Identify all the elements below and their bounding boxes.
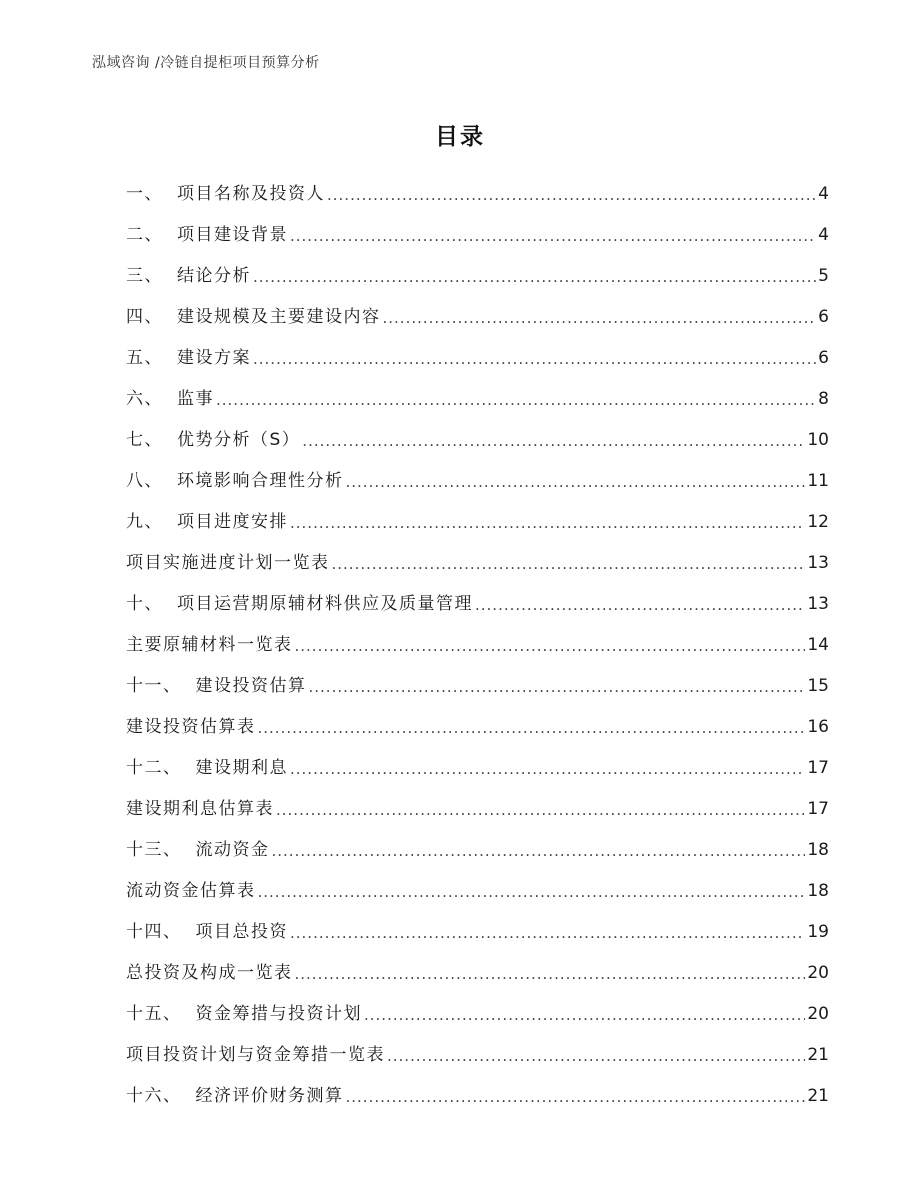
toc-entry-label (126, 1003, 362, 1025)
toc-page-number: 11 (807, 471, 829, 491)
page-title: 目录 (435, 124, 485, 150)
toc-leader-dots (387, 1046, 805, 1066)
toc-page-number: 20 (807, 963, 829, 983)
toc-entry-label (126, 962, 293, 984)
toc-page-number: 15 (807, 676, 829, 696)
toc-page-number: 19 (807, 922, 829, 942)
toc-entry-number: 九、 (126, 512, 163, 532)
toc-entry-title: 环境影响合理性分析 (177, 471, 344, 491)
toc-entry[interactable] (126, 332, 829, 373)
toc-entry-number: 十六、 (126, 1086, 182, 1106)
toc-entry-title: 建设期利息估算表 (126, 799, 274, 819)
toc-entry[interactable] (126, 373, 829, 414)
toc-entry[interactable] (126, 619, 829, 660)
toc-page-number: 17 (807, 758, 829, 778)
toc-entry-title: 项目建设背景 (177, 225, 288, 245)
toc-entry-title: 总投资及构成一览表 (126, 963, 293, 983)
toc-entry-label (126, 265, 251, 287)
toc-entry-number: 一、 (126, 184, 163, 204)
toc-leader-dots (290, 759, 805, 779)
toc-entry[interactable] (126, 824, 829, 865)
toc-entry-number: 四、 (126, 307, 163, 327)
toc-entry[interactable] (126, 209, 829, 250)
toc-leader-dots (309, 677, 806, 697)
toc-page-number: 13 (807, 553, 829, 573)
toc-entry-label (126, 388, 214, 410)
toc-entry[interactable] (126, 1029, 829, 1070)
toc-entry[interactable] (126, 947, 829, 988)
toc-page-number: 6 (818, 307, 829, 327)
toc-entry-title: 监事 (177, 389, 214, 409)
toc-page-number: 4 (818, 184, 829, 204)
toc-entry-title: 项目总投资 (195, 922, 288, 942)
toc-leader-dots (327, 185, 816, 205)
toc-entry[interactable] (126, 783, 829, 824)
toc-entry-title: 建设规模及主要建设内容 (177, 307, 381, 327)
toc-entry-title: 项目名称及投资人 (177, 184, 325, 204)
toc-entry-title: 项目实施进度计划一览表 (126, 553, 330, 573)
toc-page-number: 5 (818, 266, 829, 286)
toc-page-number: 14 (807, 635, 829, 655)
toc-entry-number: 十、 (126, 594, 163, 614)
toc-entry-label (126, 757, 288, 779)
toc-leader-dots (216, 390, 816, 410)
toc-entry-title: 建设投资估算 (195, 676, 307, 696)
toc-entry-label (126, 839, 270, 861)
toc-page-number: 18 (807, 881, 829, 901)
toc-entry[interactable] (126, 906, 829, 947)
toc-leader-dots (276, 800, 805, 820)
toc-entry-number: 六、 (126, 389, 163, 409)
toc-page-number: 10 (807, 430, 829, 450)
toc-leader-dots (253, 267, 816, 287)
page-header: 泓域咨询 /冷链自提柜项目预算分析 (92, 55, 320, 71)
toc-entry-number: 十一、 (126, 676, 182, 696)
toc-entry-number: 十二、 (126, 758, 182, 778)
toc-entry-number: 十五、 (126, 1004, 182, 1024)
toc-leader-dots (258, 882, 806, 902)
toc-entry-title: 项目运营期原辅材料供应及质量管理 (177, 594, 473, 614)
toc-entry-title: 项目进度安排 (177, 512, 288, 532)
toc-page-number: 21 (807, 1045, 829, 1065)
toc-entry-label (126, 675, 307, 697)
toc-entry[interactable] (126, 537, 829, 578)
toc-entry[interactable] (126, 701, 829, 742)
toc-entry-number: 三、 (126, 266, 163, 286)
toc-entry-label (126, 183, 325, 205)
toc-page-number: 13 (807, 594, 829, 614)
toc-page-number: 17 (807, 799, 829, 819)
toc-leader-dots (346, 1087, 806, 1107)
toc-entry-label (126, 634, 293, 656)
toc-entry-label (126, 470, 344, 492)
toc-page-number: 18 (807, 840, 829, 860)
toc-entry[interactable] (126, 168, 829, 209)
toc-leader-dots (295, 636, 806, 656)
toc-entry[interactable] (126, 250, 829, 291)
toc-page-number: 20 (807, 1004, 829, 1024)
toc-entry-label (126, 552, 330, 574)
toc-leader-dots (290, 923, 805, 943)
toc-leader-dots (383, 308, 817, 328)
toc-entry-label (126, 921, 288, 943)
toc-entry-label (126, 1044, 385, 1066)
toc-entry-label (126, 716, 256, 738)
toc-entry-title: 建设方案 (177, 348, 251, 368)
toc-page-number: 12 (807, 512, 829, 532)
toc-entry-title: 流动资金估算表 (126, 881, 256, 901)
toc-entry-number: 五、 (126, 348, 163, 368)
toc-entry-label (126, 429, 300, 451)
toc-entry-number: 十三、 (126, 840, 182, 860)
toc-entry[interactable] (126, 660, 829, 701)
toc-leader-dots (290, 513, 805, 533)
toc-entry[interactable] (126, 1070, 829, 1111)
toc-entry-title: 建设投资估算表 (126, 717, 256, 737)
toc-entry[interactable] (126, 578, 829, 619)
toc-entry-title: 资金筹措与投资计划 (195, 1004, 362, 1024)
toc-entry-title: 主要原辅材料一览表 (126, 635, 293, 655)
toc-entry-label (126, 511, 288, 533)
toc-entry-label (126, 880, 256, 902)
toc-leader-dots (302, 431, 805, 451)
toc-leader-dots (290, 226, 816, 246)
toc-entry-title: 流动资金 (195, 840, 270, 860)
toc-page-number: 4 (818, 225, 829, 245)
toc-entry-label (126, 593, 473, 615)
toc-entry[interactable] (126, 496, 829, 537)
toc-entry-number: 八、 (126, 471, 163, 491)
toc-entry-label (126, 347, 251, 369)
toc-entry-number: 七、 (126, 430, 163, 450)
toc-page-number: 6 (818, 348, 829, 368)
toc-entry[interactable] (126, 414, 829, 455)
toc-entry-title: 建设期利息 (195, 758, 288, 778)
toc-entry[interactable] (126, 455, 829, 496)
toc-entry-label (126, 798, 274, 820)
toc-page-number: 21 (807, 1086, 829, 1106)
toc-leader-dots (475, 595, 805, 615)
toc-entry-title: 结论分析 (177, 266, 251, 286)
toc-entry[interactable] (126, 742, 829, 783)
toc-leader-dots (258, 718, 806, 738)
toc-leader-dots (346, 472, 806, 492)
toc-entry-label (126, 1085, 344, 1107)
toc-entry-label (126, 224, 288, 246)
toc-entry[interactable] (126, 988, 829, 1029)
table-of-contents (126, 168, 829, 1111)
toc-entry-title: 经济评价财务测算 (195, 1086, 344, 1106)
toc-leader-dots (332, 554, 806, 574)
toc-leader-dots (253, 349, 816, 369)
toc-entry-title: 项目投资计划与资金筹措一览表 (126, 1045, 385, 1065)
toc-entry-title: 优势分析（S） (177, 430, 301, 450)
toc-leader-dots (272, 841, 806, 861)
toc-page-number: 8 (818, 389, 829, 409)
toc-entry[interactable] (126, 865, 829, 906)
toc-leader-dots (364, 1005, 805, 1025)
toc-page-number: 16 (807, 717, 829, 737)
toc-entry-label (126, 306, 381, 328)
toc-entry-number: 二、 (126, 225, 163, 245)
toc-entry-number: 十四、 (126, 922, 182, 942)
toc-entry[interactable] (126, 291, 829, 332)
toc-leader-dots (295, 964, 806, 984)
